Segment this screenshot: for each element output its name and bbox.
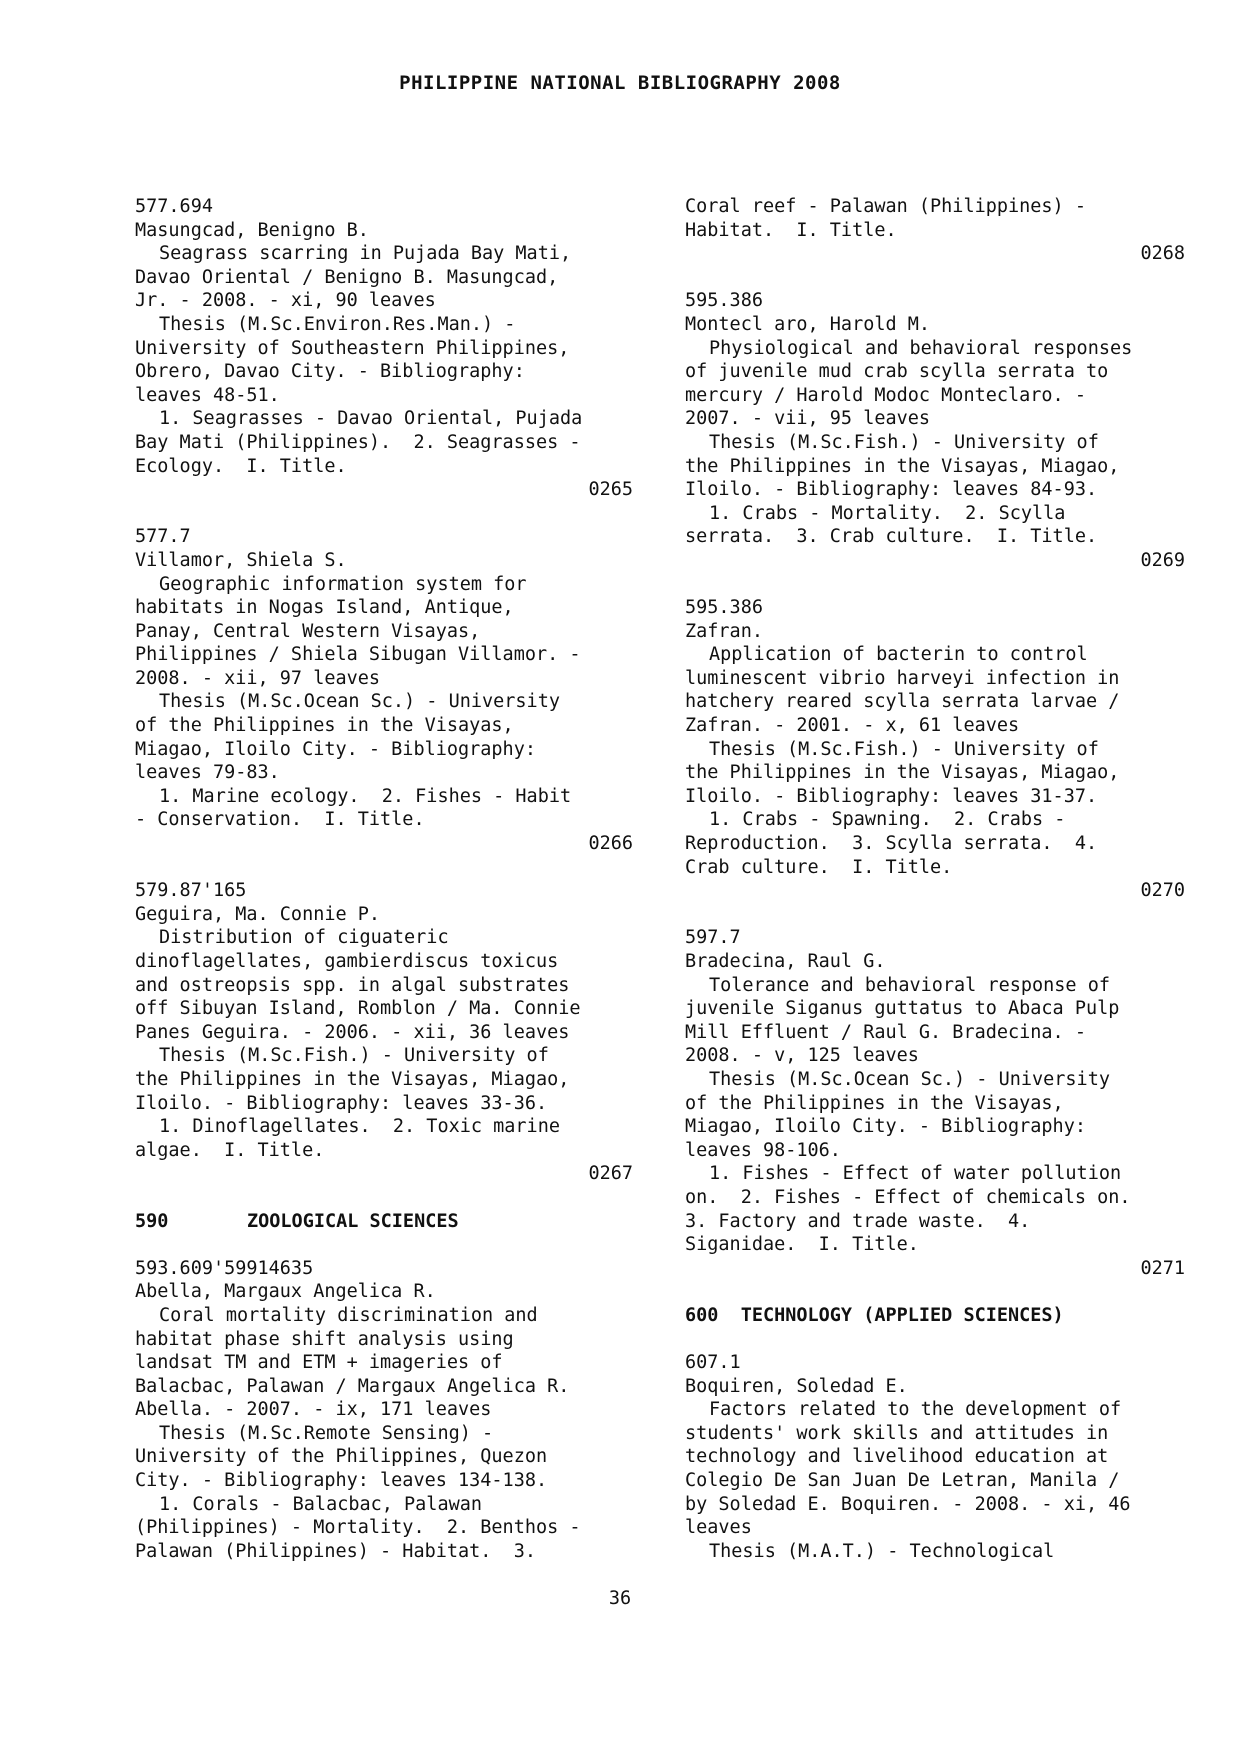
blank-line (685, 903, 1185, 927)
entry-line: Bay Mati (Philippines). 2. Seagrasses - (135, 431, 581, 453)
blank-line (135, 502, 633, 526)
blank-line (685, 1280, 1185, 1304)
entry-line: 607.1 (685, 1352, 741, 1374)
entry-line: Abella, Margaux Angelica R. (135, 1281, 436, 1303)
entry-number: 0266 (588, 833, 633, 855)
entry-line: leaves 98-106. (685, 1139, 841, 1161)
entry-line: technology and livelihood education at (685, 1446, 1109, 1468)
page-number: 36 (608, 1588, 632, 1609)
entry-line: 3. Factory and trade waste. 4. (685, 1210, 1031, 1232)
entry-line: Miagao, Iloilo City. - Bibliography: (135, 738, 536, 760)
entry-line: Habitat. I. Title. (685, 219, 897, 241)
entry-line: Reproduction. 3. Scylla serrata. 4. (685, 833, 1098, 855)
entry-line: serrata. 3. Crab culture. I. Title. (685, 526, 1098, 548)
entry-line: 2007. - vii, 95 leaves (685, 408, 931, 430)
entry-line: luminescent vibrio harveyi infection in (685, 667, 1120, 689)
section-heading: 600 TECHNOLOGY (APPLIED SCIENCES) (685, 1304, 1064, 1326)
entry-line: 2008. - xii, 97 leaves (135, 667, 381, 689)
entry-line: Zafran. (685, 620, 763, 642)
entry-line: Ecology. I. Title. (135, 455, 347, 477)
entry-line: and ostreopsis spp. in algal substrates (135, 974, 570, 996)
entry-line: 1. Crabs - Mortality. 2. Scylla (709, 502, 1066, 524)
entry-line: Tolerance and behavioral response of (709, 974, 1110, 996)
entry-line: 593.609'59914635 (135, 1257, 314, 1279)
entry-line: Philippines / Shiela Sibugan Villamor. - (135, 644, 581, 666)
entry-line: the Philippines in the Visayas, Miagao, (135, 1068, 570, 1090)
blank-line (685, 1328, 1185, 1352)
entry-line: 597.7 (685, 927, 741, 949)
entry-line: Masungcad, Benigno B. (135, 219, 369, 241)
entry-line: habitat phase shift analysis using (135, 1328, 514, 1350)
blank-line (685, 266, 1185, 290)
section-number: 590 (135, 1210, 169, 1232)
entry-line: Davao Oriental / Benigno B. Masungcad, (135, 266, 559, 288)
entry-line: Thesis (M.A.T.) - Technological (709, 1540, 1055, 1562)
entry-line: Panay, Central Western Visayas, (135, 620, 481, 642)
entry-line: mercury / Harold Modoc Monteclaro. - (685, 384, 1086, 406)
entry-line: 579.87'165 (135, 880, 247, 902)
entry-line: on. 2. Fishes - Effect of chemicals on. (685, 1186, 1131, 1208)
entry-line: habitats in Nogas Island, Antique, (135, 597, 514, 619)
entry-line: Zafran. - 2001. - x, 61 leaves (685, 715, 1020, 737)
entry-line: Iloilo. - Bibliography: leaves 31-37. (685, 785, 1098, 807)
entry-line: 595.386 (685, 597, 763, 619)
entry-line: Physiological and behavioral responses (709, 337, 1133, 359)
entry-number: 0271 (1140, 1257, 1185, 1279)
entry-line: off Sibuyan Island, Romblon / Ma. Connie (135, 998, 581, 1020)
entry-line: students' work skills and attitudes in (685, 1422, 1109, 1444)
entry-line: Bradecina, Raul G. (685, 951, 886, 972)
entry-line: Villamor, Shiela S. (135, 549, 347, 571)
entry-line: landsat TM and ETM + imageries of (135, 1352, 503, 1374)
entry-line: juvenile Siganus guttatus to Abaca Pulp (685, 998, 1120, 1020)
entry-line: Iloilo. - Bibliography: leaves 84-93. (685, 479, 1098, 501)
blank-line (135, 1233, 633, 1257)
entry-line: Montecl aro, Harold M. (685, 313, 931, 335)
entry-line: Seagrass scarring in Pujada Bay Mati, (159, 243, 572, 265)
entry-line: Boquiren, Soledad E. (685, 1375, 908, 1397)
entry-line: Thesis (M.Sc.Environ.Res.Man.) - (159, 313, 516, 335)
entry-line: Thesis (M.Sc.Remote Sensing) - (159, 1422, 494, 1444)
entry-line: by Soledad E. Boquiren. - 2008. - xi, 46 (685, 1493, 1131, 1515)
entry-line: Geguira, Ma. Connie P. (135, 903, 381, 925)
entry-line: leaves (685, 1517, 752, 1539)
entry-line: 577.7 (135, 526, 191, 548)
entry-line: Thesis (M.Sc.Fish.) - University of (709, 431, 1099, 453)
entry-line: Jr. - 2008. - xi, 90 leaves (135, 290, 436, 312)
page-header: PHILIPPINE NATIONAL BIBLIOGRAPHY 2008 (399, 72, 841, 94)
entry-line: - Conservation. I. Title. (135, 809, 425, 831)
entry-line: of the Philippines in the Visayas, (685, 1092, 1064, 1114)
entry-line: Application of bacterin to control (709, 644, 1088, 666)
entry-line: Colegio De San Juan De Letran, Manila / (685, 1470, 1120, 1492)
entry-line: Palawan (Philippines) - Habitat. 3. (135, 1540, 536, 1562)
entry-line: Factors related to the development of (709, 1399, 1122, 1421)
entry-line: Thesis (M.Sc.Fish.) - University of (709, 738, 1099, 760)
entry-line: 1. Fishes - Effect of water pollution (709, 1163, 1122, 1185)
entry-line: 577.694 (135, 196, 213, 217)
entry-line: University of Southeastern Philippines, (135, 337, 570, 359)
entry-number: 0270 (1140, 880, 1185, 902)
entry-line: Thesis (M.Sc.Ocean Sc.) - University (159, 691, 560, 713)
entry-line: leaves 79-83. (135, 762, 280, 784)
entry-line: Panes Geguira. - 2006. - xii, 36 leaves (135, 1021, 570, 1043)
entry-line: of the Philippines in the Visayas, (135, 715, 514, 737)
blank-line (135, 1186, 633, 1210)
entry-line: Coral reef - Palawan (Philippines) - (685, 196, 1086, 217)
entry-line: Siganidae. I. Title. (685, 1234, 919, 1256)
entry-line: of juvenile mud crab scylla serrata to (685, 361, 1109, 383)
entry-line: the Philippines in the Visayas, Miagao, (685, 762, 1120, 784)
entry-line: Obrero, Davao City. - Bibliography: (135, 361, 525, 383)
entry-line: Thesis (M.Sc.Ocean Sc.) - University (709, 1068, 1110, 1090)
entry-line: Distribution of ciguateric (159, 927, 449, 949)
entry-line: Miagao, Iloilo City. - Bibliography: (685, 1116, 1086, 1138)
entry-line: Mill Effluent / Raul G. Bradecina. - (685, 1021, 1086, 1043)
entry-line: 2008. - v, 125 leaves (685, 1045, 919, 1067)
entry-line: City. - Bibliography: leaves 134-138. (135, 1470, 548, 1492)
entry-number: 0269 (1140, 549, 1185, 571)
entry-line: the Philippines in the Visayas, Miagao, (685, 455, 1120, 477)
entry-line: University of the Philippines, Quezon (135, 1446, 548, 1468)
entry-line: Thesis (M.Sc.Fish.) - University of (159, 1045, 549, 1067)
entry-line: Abella. - 2007. - ix, 171 leaves (135, 1399, 492, 1421)
entry-line: 1. Corals - Balacbac, Palawan (159, 1493, 483, 1515)
entry-number: 0267 (588, 1163, 633, 1185)
entry-line: 595.386 (685, 290, 763, 312)
right-column (685, 195, 1185, 1563)
entry-line: dinoflagellates, gambierdiscus toxicus (135, 951, 559, 972)
entry-line: leaves 48-51. (135, 384, 280, 406)
entry-line: hatchery reared scylla serrata larvae / (685, 691, 1120, 713)
entry-line: (Philippines) - Mortality. 2. Benthos - (135, 1517, 581, 1539)
entry-line: Coral mortality discrimination and (159, 1304, 538, 1326)
entry-line: 1. Marine ecology. 2. Fishes - Habit (159, 785, 572, 807)
section-title: ZOOLOGICAL SCIENCES (247, 1210, 459, 1232)
entry-line: 1. Dinoflagellates. 2. Toxic marine (159, 1116, 560, 1138)
blank-line (135, 856, 633, 880)
entry-line: 1. Crabs - Spawning. 2. Crabs - (709, 809, 1066, 831)
entry-line: Crab culture. I. Title. (685, 856, 953, 878)
entry-number: 0268 (1140, 243, 1185, 265)
entry-number: 0265 (588, 479, 633, 501)
entry-line: Balacbac, Palawan / Margaux Angelica R. (135, 1375, 570, 1397)
entry-line: algae. I. Title. (135, 1139, 325, 1161)
section-heading (135, 1210, 633, 1234)
left-column (135, 195, 633, 1563)
blank-line (685, 573, 1185, 597)
entry-line: 1. Seagrasses - Davao Oriental, Pujada (159, 408, 583, 430)
entry-line: Iloilo. - Bibliography: leaves 33-36. (135, 1092, 548, 1114)
entry-line: Geographic information system for (159, 573, 527, 595)
